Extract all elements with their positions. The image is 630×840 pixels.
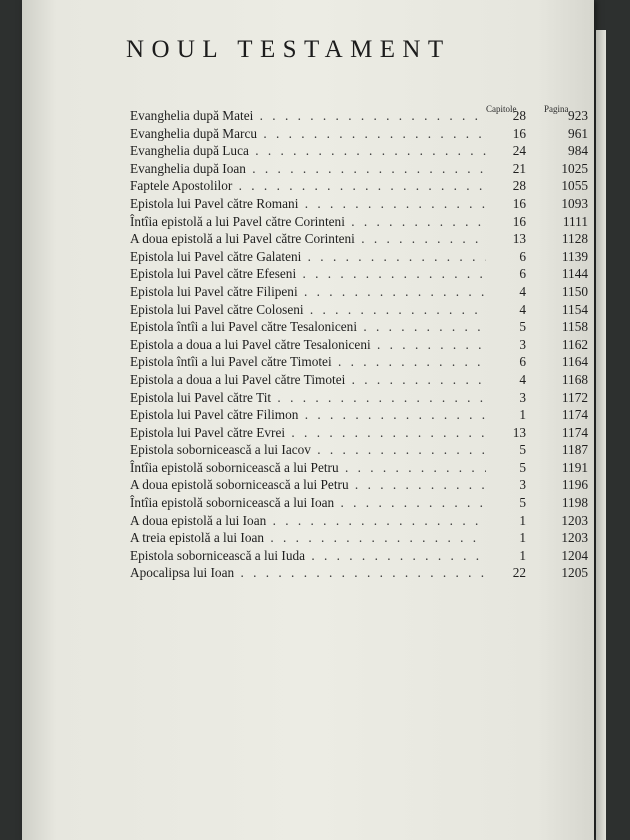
book-name: Epistola sobornicească a lui Iuda . . . bbox=[130, 547, 486, 565]
book-name: Epistola lui Pavel către Coloseni . . . bbox=[130, 301, 486, 319]
toc-row bbox=[130, 389, 590, 407]
page-edge bbox=[596, 30, 606, 840]
page-number: 1164 bbox=[561, 354, 588, 370]
page-number: 1093 bbox=[561, 195, 588, 211]
book-name: Apocalipsa lui Ioan . . . bbox=[130, 564, 486, 582]
book-name: A doua epistolă a lui Ioan . . . bbox=[130, 512, 486, 530]
toc-row bbox=[130, 213, 590, 231]
book-name: Epistola lui Pavel către Galateni . . . bbox=[130, 248, 486, 266]
toc-row bbox=[130, 318, 590, 336]
chapter-count: 3 bbox=[519, 389, 526, 405]
page-number: 1196 bbox=[561, 477, 588, 493]
toc-row bbox=[130, 336, 590, 354]
book-name: Epistola lui Pavel către Tit . . . bbox=[130, 389, 486, 407]
chapter-count: 1 bbox=[519, 530, 526, 546]
toc-row bbox=[130, 301, 590, 319]
page-number: 1158 bbox=[561, 319, 588, 335]
chapter-count: 16 bbox=[512, 125, 526, 141]
chapter-count: 6 bbox=[519, 354, 526, 370]
toc-row bbox=[130, 107, 590, 125]
chapter-count: 24 bbox=[512, 143, 526, 159]
page-number: 1139 bbox=[561, 248, 588, 264]
page-title: NOUL TESTAMENT bbox=[126, 36, 451, 63]
page-number: 1144 bbox=[561, 266, 588, 282]
book-name: Epistola lui Pavel către Filimon . . . bbox=[130, 406, 486, 424]
book-name: Epistola întîi a lui Pavel către Timotei . . . bbox=[130, 353, 486, 371]
chapter-count: 1 bbox=[519, 547, 526, 563]
page-number: 1203 bbox=[561, 530, 588, 546]
book-name: Epistola sobornicească a lui Iacov . . . bbox=[130, 441, 486, 459]
book-name: Epistola a doua a lui Pavel către Timotei . . . bbox=[130, 371, 486, 389]
toc-row bbox=[130, 494, 590, 512]
book-name: Epistola lui Pavel către Romani . . . bbox=[130, 195, 486, 213]
chapter-count: 1 bbox=[519, 512, 526, 528]
chapter-count: 28 bbox=[512, 178, 526, 194]
book-name: Întîia epistolă sobornicească a lui Petru . . . bbox=[130, 459, 486, 477]
chapter-count: 4 bbox=[519, 371, 526, 387]
page-column-header: Pagina bbox=[544, 104, 569, 114]
page-number: 1162 bbox=[561, 336, 588, 352]
chapter-count: 16 bbox=[512, 213, 526, 229]
book-name: Epistola lui Pavel către Efeseni . . . bbox=[130, 265, 486, 283]
chapter-count: 28 bbox=[512, 108, 526, 123]
page-number: 984 bbox=[568, 143, 588, 159]
page-number: 1150 bbox=[561, 283, 588, 299]
page-number: 1055 bbox=[561, 178, 588, 194]
book-page bbox=[22, 0, 594, 840]
page-number: 1198 bbox=[561, 495, 588, 511]
toc-row bbox=[130, 547, 590, 565]
toc-row bbox=[130, 459, 590, 477]
chapter-count: 22 bbox=[512, 565, 526, 581]
toc-row bbox=[130, 564, 590, 582]
chapter-count: 4 bbox=[519, 283, 526, 299]
book-name: Evanghelia după Ioan . . . bbox=[130, 160, 486, 178]
page-number: 1187 bbox=[561, 442, 588, 458]
page-number: 1203 bbox=[561, 512, 588, 528]
chapter-count: 21 bbox=[512, 160, 526, 176]
toc-row bbox=[130, 177, 590, 195]
page-number: 1172 bbox=[561, 389, 588, 405]
book-name: Întîia epistolă sobornicească a lui Ioan . . . bbox=[130, 494, 486, 512]
toc-row bbox=[130, 512, 590, 530]
book-name: Epistola întîi a lui Pavel către Tesaloniceni . . . bbox=[130, 318, 486, 336]
page-number: 1025 bbox=[561, 160, 588, 176]
book-name: A treia epistolă a lui Ioan . . . bbox=[130, 529, 486, 547]
book-name: Epistola a doua a lui Pavel către Tesaloniceni . . . bbox=[130, 336, 486, 354]
toc-row bbox=[130, 406, 590, 424]
toc-row bbox=[130, 353, 590, 371]
toc-row bbox=[130, 441, 590, 459]
chapters-column-header: Capitole bbox=[486, 104, 517, 114]
book-name: A doua epistolă sobornicească a lui Petru . . . bbox=[130, 476, 486, 494]
toc-row bbox=[130, 160, 590, 178]
toc-row bbox=[130, 424, 590, 442]
page-number: 923 bbox=[568, 108, 588, 123]
table-of-contents bbox=[130, 107, 590, 582]
book-name: Evanghelia după Luca . . . bbox=[130, 142, 486, 160]
toc-row bbox=[130, 476, 590, 494]
toc-row bbox=[130, 283, 590, 301]
toc-row bbox=[130, 142, 590, 160]
toc-row bbox=[130, 371, 590, 389]
page-number: 1128 bbox=[561, 231, 588, 247]
toc-row bbox=[130, 248, 590, 266]
chapter-count: 16 bbox=[512, 195, 526, 211]
page-number: 1111 bbox=[562, 213, 588, 229]
chapter-count: 6 bbox=[519, 266, 526, 282]
chapter-count: 5 bbox=[519, 495, 526, 511]
book-name: A doua epistolă a lui Pavel către Corinteni . . . bbox=[130, 230, 486, 248]
book-name: Evanghelia după Marcu . . . bbox=[130, 125, 486, 143]
toc-row bbox=[130, 230, 590, 248]
page-number: 1154 bbox=[561, 301, 588, 317]
page-number: 1204 bbox=[561, 547, 588, 563]
book-name: Faptele Apostolilor . . . bbox=[130, 177, 486, 195]
chapter-count: 4 bbox=[519, 301, 526, 317]
chapter-count: 1 bbox=[519, 407, 526, 423]
toc-row bbox=[130, 529, 590, 547]
chapter-count: 5 bbox=[519, 459, 526, 475]
chapter-count: 13 bbox=[512, 231, 526, 247]
book-name: Epistola lui Pavel către Evrei . . . bbox=[130, 424, 486, 442]
book-name: Evanghelia după Matei . . . bbox=[130, 107, 486, 125]
toc-row bbox=[130, 265, 590, 283]
page-number: 961 bbox=[568, 125, 588, 141]
page-number: 1174 bbox=[561, 407, 588, 423]
chapter-count: 13 bbox=[512, 424, 526, 440]
toc-row bbox=[130, 125, 590, 143]
chapter-count: 5 bbox=[519, 319, 526, 335]
page-number: 1168 bbox=[561, 371, 588, 387]
page-number: 1205 bbox=[561, 565, 588, 581]
book-name: Epistola lui Pavel către Filipeni . . . bbox=[130, 283, 486, 301]
page-number: 1174 bbox=[561, 424, 588, 440]
page-number: 1191 bbox=[561, 459, 588, 475]
chapter-count: 3 bbox=[519, 336, 526, 352]
book-name: Întîia epistolă a lui Pavel către Corinteni . . . bbox=[130, 213, 486, 231]
chapter-count: 3 bbox=[519, 477, 526, 493]
toc-row bbox=[130, 195, 590, 213]
chapter-count: 6 bbox=[519, 248, 526, 264]
chapter-count: 5 bbox=[519, 442, 526, 458]
